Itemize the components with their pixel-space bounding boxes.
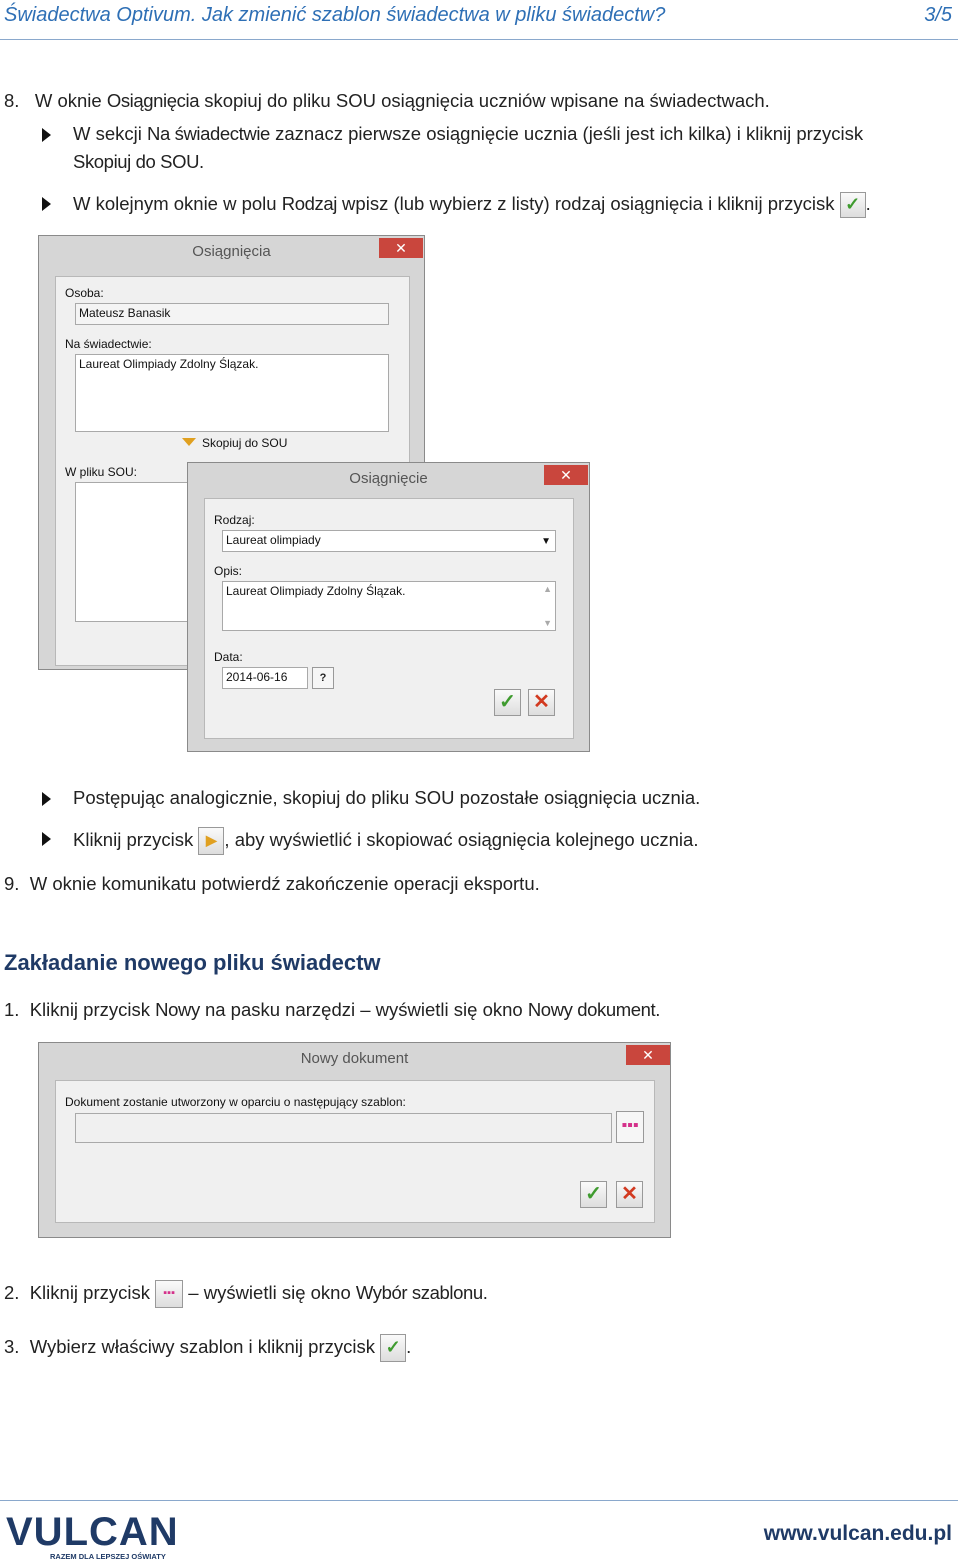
checkmark-icon: ✓ [380,1334,406,1362]
logo-tagline: RAZEM DLA LEPSZEJ OŚWIATY [50,1552,166,1561]
dropdown-arrow-icon[interactable]: ▼ [541,536,551,547]
bullet-icon [42,832,51,846]
scroll-down-icon[interactable]: ▼ [543,618,552,628]
calendar-icon[interactable]: ? [312,667,334,689]
data-field[interactable]: 2014-06-16 [222,667,308,689]
cancel-button[interactable]: ✕ [528,689,555,716]
template-label: Dokument zostanie utworzony w oparciu o następujący szablon: [65,1095,406,1109]
dots-icon: ▪▪▪ [155,1280,183,1308]
page-header-title: Świadectwa Optivum. Jak zmienić szablon świadectwa w pliku świadectw? [4,4,666,26]
ui-term: Skopiuj do SOU [73,151,200,172]
bullet-icon [42,792,51,806]
bullet-4: Kliknij przycisk ▶ , aby wyświetlić i skopiować osiągnięcia kolejnego ucznia. [73,827,698,855]
bullet-3: Postępując analogicznie, skopiuj do pliku SOU pozostałe osiągnięcia ucznia. [73,787,701,808]
window-title: Osiągnięcia [192,243,271,260]
opis-field[interactable]: Laureat Olimpiady Zdolny Ślązak. ▲ ▼ [222,581,556,631]
window-body [204,498,574,739]
section-heading: Zakładanie nowego pliku świadectw [4,950,381,975]
ok-button[interactable]: ✓ [494,689,521,716]
copy-to-sou-button[interactable]: Skopiuj do SOU [202,436,288,450]
window-title: Nowy dokument [300,1050,409,1067]
ui-term: Nowy [155,999,200,1020]
rodzaj-select[interactable]: Laureat olimpiady ▼ [222,530,556,552]
step-1: 1. Kliknij przycisk Nowy na pasku narzędzi – wyświetli się okno Nowy dokument. [4,999,661,1020]
ui-term: Rodzaj [281,192,337,214]
step-number: 3. [4,1335,20,1357]
window-title: Osiągnięcie [349,470,428,487]
data-label: Data: [214,650,243,664]
footer-rule [0,1500,958,1501]
ui-term: Osiągnięcia [106,90,200,111]
achievement-window [187,462,590,752]
osoba-label: Osoba: [65,286,104,300]
vulcan-logo [6,1512,179,1561]
play-arrow-icon: ▶ [198,827,224,855]
header-rule [0,39,958,40]
step-3: 3. Wybierz właściwy szablon i kliknij przycisk ✓ . [4,1334,411,1362]
page-number: 3/5 [924,4,952,26]
step-2: 2. Kliknij przycisk ▪▪▪ – wyświetli się okno Wybór szablonu. [4,1280,488,1308]
ui-term: Nowy dokument [527,999,656,1020]
bullet-icon [42,128,51,142]
bullet-2: W kolejnym oknie w polu Rodzaj wpisz (lub wybierz z listy) rodzaj osiągnięcia i kliknij przycisk ✓ . [73,192,871,218]
step-8: 8. W oknie Osiągnięcia skopiuj do pliku SOU osiągnięcia uczniów wpisane na świadectwach. [4,90,770,111]
close-button[interactable]: ✕ [626,1045,670,1065]
new-document-window [38,1042,671,1238]
ui-term: Na świadectwie [147,123,270,144]
step-number: 1. [4,999,20,1020]
arrow-down-icon [182,438,196,446]
step-9: 9. W oknie komunikatu potwierdź zakończenie operacji eksportu. [4,873,540,894]
checkmark-icon: ✓ [840,192,866,218]
dots-icon[interactable]: ▪▪▪ [616,1111,644,1143]
window-body [55,1080,655,1223]
bullet-1-cont: Skopiuj do SOU. [73,151,205,172]
logo-text: VULCAN [6,1510,179,1554]
close-button[interactable]: ✕ [544,465,588,485]
cancel-button[interactable]: ✕ [616,1181,643,1208]
w-pliku-sou-label: W pliku SOU: [65,465,138,479]
step-number: 2. [4,1281,20,1303]
footer-url[interactable]: www.vulcan.edu.pl [763,1522,952,1545]
osoba-field: Mateusz Banasik [75,303,389,325]
scroll-up-icon[interactable]: ▲ [543,584,552,594]
close-button[interactable]: ✕ [379,238,423,258]
na-swiadectwie-list[interactable]: Laureat Olimpiady Zdolny Ślązak. [75,354,389,432]
ok-button[interactable]: ✓ [580,1181,607,1208]
bullet-1: W sekcji Na świadectwie zaznacz pierwsze osiągnięcie ucznia (jeśli jest ich kilka) i kliknij przycisk [73,123,864,144]
bullet-icon [42,197,51,211]
na-swiadectwie-label: Na świadectwie: [65,337,152,351]
rodzaj-label: Rodzaj: [214,513,255,527]
ui-term: Wybór szablonu [355,1281,483,1303]
step-number: 8. [4,90,20,111]
step-number: 9. [4,873,20,894]
opis-label: Opis: [214,564,243,578]
template-field [75,1113,612,1143]
